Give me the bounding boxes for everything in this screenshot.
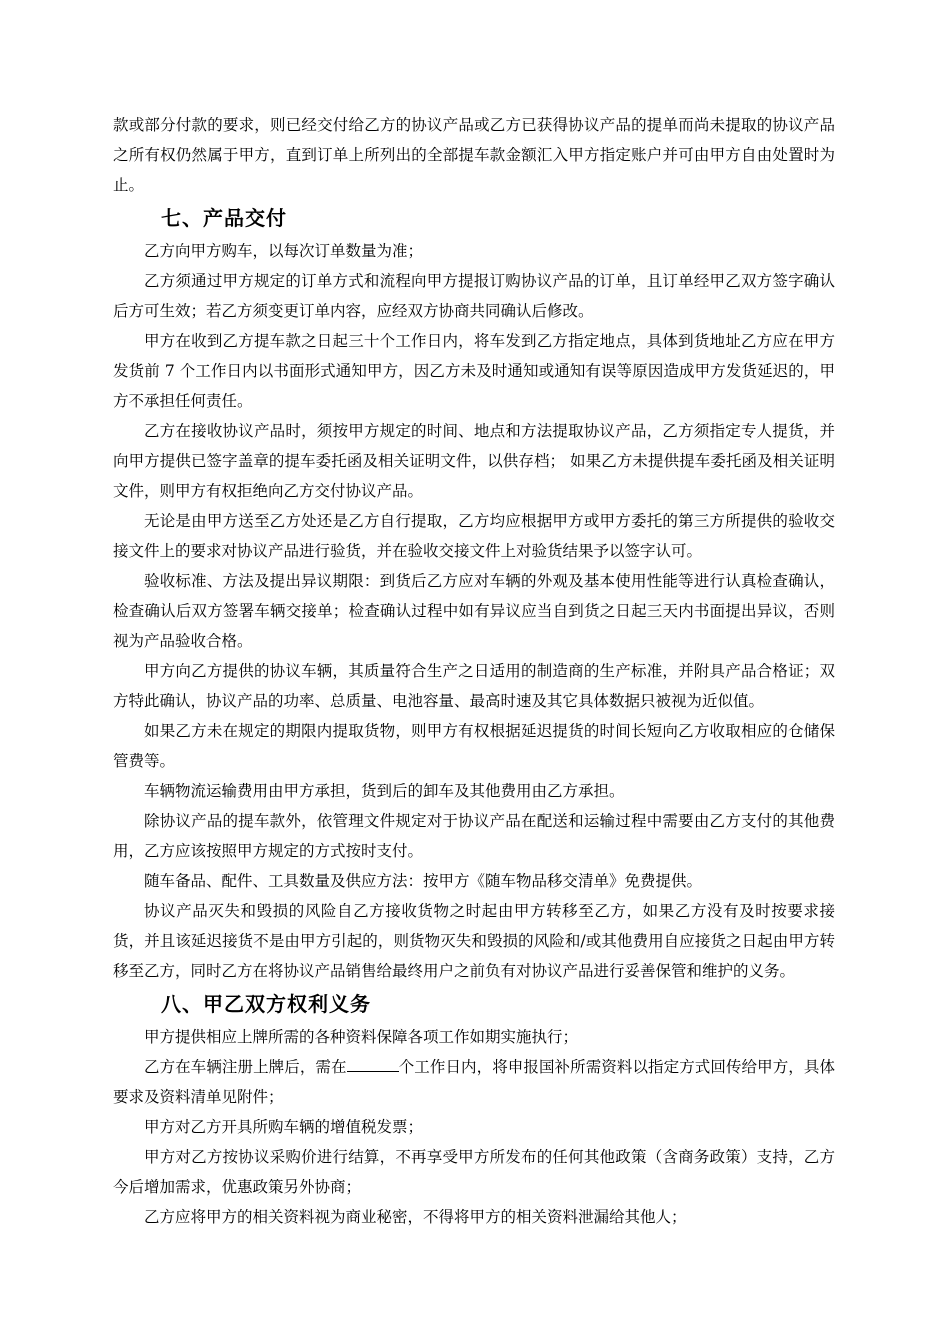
fill-in-blank[interactable] bbox=[347, 1057, 399, 1072]
section-7-paragraph-9: 车辆物流运输费用由甲方承担，货到后的卸车及其他费用由乙方承担。 bbox=[144, 782, 625, 800]
section-7-paragraph-2: 乙方须通过甲方规定的订单方式和流程向甲方提报订购协议产品的订单，且订单经甲乙双方签字确认后方可生效；若乙方须变更订单内容，应经双方协商共同确认后修改。 bbox=[113, 272, 835, 320]
continued-paragraph: 款或部分付款的要求，则已经交付给乙方的协议产品或乙方已获得协议产品的提单而尚未提取的协议产品之所有权仍然属于甲方，直到订单上所列出的全部提车款金额汇入甲方指定账户并可由甲方自由处置时为止。 bbox=[113, 116, 835, 194]
paragraph-text-after-blank: 个工作日内，将申报国补所需资料以指定方式回传给甲方，具体要求及资料清单见附件； bbox=[113, 1058, 835, 1106]
section-8-paragraph-4: 甲方对乙方按协议采购价进行结算，不再享受甲方所发布的任何其他政策（含商务政策）支持，乙方今后增加需求，优惠政策另外协商； bbox=[113, 1148, 835, 1196]
section-7-paragraph-10: 除协议产品的提车款外，依管理文件规定对于协议产品在配送和运输过程中需要由乙方支付的其他费用，乙方应该按照甲方规定的方式按时支付。 bbox=[113, 812, 835, 860]
section-8-paragraph-5: 乙方应将甲方的相关资料视为商业秘密，不得将甲方的相关资料泄漏给其他人； bbox=[144, 1208, 687, 1226]
section-8-heading: 八、甲乙双方权利义务 bbox=[161, 992, 371, 1016]
section-7-paragraph-3: 甲方在收到乙方提车款之日起三十个工作日内，将车发到乙方指定地点，具体到货地址乙方应在甲方发货前 7 个工作日内以书面形式通知甲方，因乙方未及时通知或通知有误等原因造成甲方发货延迟的，甲方不承担任何责任。 bbox=[113, 332, 835, 410]
paragraph-text-before-blank: 乙方在车辆注册上牌后，需在 bbox=[144, 1058, 347, 1076]
document-body bbox=[113, 110, 835, 1232]
section-7-heading: 七、产品交付 bbox=[161, 206, 287, 230]
section-7-paragraph-8: 如果乙方未在规定的期限内提取货物，则甲方有权根据延迟提货的时间长短向乙方收取相应的仓储保管费等。 bbox=[113, 722, 835, 770]
section-8-paragraph-3: 甲方对乙方开具所购车辆的增值税发票； bbox=[144, 1118, 424, 1136]
section-7-paragraph-4: 乙方在接收协议产品时，须按甲方规定的时间、地点和方法提取协议产品，乙方须指定专人提货，并向甲方提供已签字盖章的提车委托函及相关证明文件，以供存档； 如果乙方未提供提车委托函及相关证明文件，则甲方有权拒绝向乙方交付协议产品。 bbox=[113, 422, 835, 500]
section-8-paragraph-1: 甲方提供相应上牌所需的各种资料保障各项工作如期实施执行； bbox=[144, 1028, 579, 1046]
section-7-paragraph-11: 随车备品、配件、工具数量及供应方法：按甲方《随车物品移交清单》免费提供。 bbox=[144, 872, 703, 890]
section-7-paragraph-5: 无论是由甲方送至乙方处还是乙方自行提取，乙方均应根据甲方或甲方委托的第三方所提供的验收交接文件上的要求对协议产品进行验货，并在验收交接文件上对验货结果予以签字认可。 bbox=[113, 512, 835, 560]
section-8-paragraph-2 bbox=[113, 1052, 835, 1112]
section-7-paragraph-6: 验收标准、方法及提出异议期限：到货后乙方应对车辆的外观及基本使用性能等进行认真检查确认，检查确认后双方签署车辆交接单；检查确认过程中如有异议应当自到货之日起三天内书面提出异议，否则视为产品验收合格。 bbox=[113, 572, 835, 650]
section-7-paragraph-7: 甲方向乙方提供的协议车辆，其质量符合生产之日适用的制造商的生产标准，并附具产品合格证；双方特此确认，协议产品的功率、总质量、电池容量、最高时速及其它具体数据只被视为近似值。 bbox=[113, 662, 835, 710]
section-7-paragraph-12: 协议产品灭失和毁损的风险自乙方接收货物之时起由甲方转移至乙方，如果乙方没有及时按要求接货，并且该延迟接货不是由甲方引起的，则货物灭失和毁损的风险和/或其他费用自应接货之日起由甲方转移至乙方，同时乙方在将协议产品销售给最终用户之前负有对协议产品进行妥善保管和维护的义务。 bbox=[113, 902, 835, 980]
section-7-paragraph-1: 乙方向甲方购车，以每次订单数量为准； bbox=[144, 242, 424, 260]
